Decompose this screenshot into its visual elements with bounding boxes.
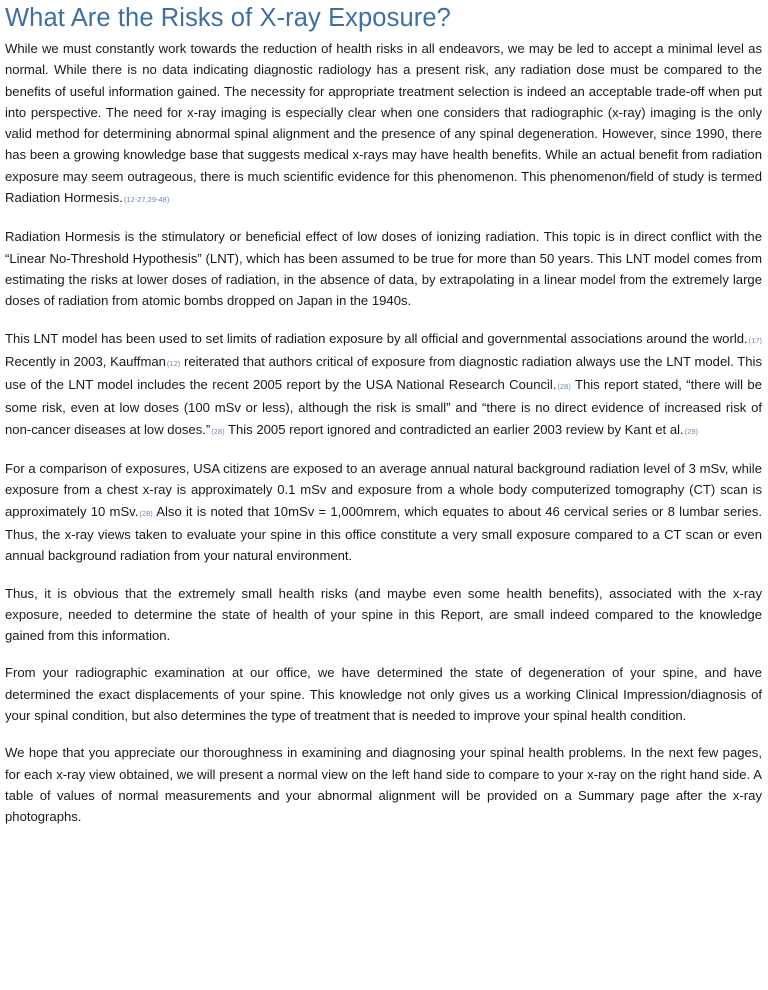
citation-reference[interactable]: (28) [211, 426, 225, 436]
body-paragraph [5, 328, 762, 442]
body-paragraph [5, 742, 762, 827]
citation-reference[interactable]: (28) [557, 382, 571, 392]
citation-reference[interactable]: (28) [139, 508, 153, 518]
citation-reference[interactable]: (12) [166, 358, 181, 368]
paragraph-text: This LNT model has been used to set limits of radiation exposure by all official and governmental associations around the world. [5, 330, 748, 346]
body-paragraph [5, 226, 762, 311]
document-body [5, 38, 762, 828]
paragraph-text: From your radiographic examination at our office, we have determined the state of degeneration of your spine, and have determined the exact displacements of your spine. This knowledge not only gives us a working Clinical Impression/diagnosis of your spinal condition, but also determines the type of treatment that is needed to improve your spinal health condition. [5, 665, 762, 724]
paragraph-text: While we must constantly work towards the reduction of health risks in all endeavors, we may be led to accept a minimal level as normal. While there is no data indicating diagnostic radiology has a present risk, any radiation dose must be compared to the benefits of useful information gained. The necessity for appropriate treatment selection is indeed an acceptable trade-off when put into perspective. The need for x-ray imaging is especially clear when one considers that radiographic (x-ray) imaging is the only valid method for determining abnormal spinal alignment and the presence of any spinal degeneration. However, since 1990, there has been a growing knowledge base that suggests medical x-rays may have health benefits. While an actual benefit from radiation exposure may seem outrageous, there is much scientific evidence for this phenomenon. This phenomenon/field of study is termed Radiation Hormesis. [5, 41, 762, 206]
page-title: What Are the Risks of X-ray Exposure? [5, 4, 451, 32]
body-paragraph [5, 583, 762, 647]
body-paragraph [5, 458, 762, 566]
paragraph-text: We hope that you appreciate our thoroughness in examining and diagnosing your spinal health problems. In the next few pages, for each x-ray view obtained, we will present a normal view on the left hand side to compare to your x-ray on the right hand side. A table of values of normal measurements and your abnormal alignment will be provided on a Summary page after the x-ray photographs. [5, 745, 762, 825]
paragraph-text: Thus, it is obvious that the extremely small health risks (and maybe even some health benefits), associated with the x-ray exposure, needed to determine the state of health of your spine in this Report, are small indeed compared to the knowledge gained from this information. [5, 585, 762, 644]
paragraph-text: This report stated, “there will be some risk, even at low doses (100 mSv or less), although the risk is small” and “there is no direct evidence of increased risk of non-cancer diseases at low doses.” [5, 377, 762, 437]
citation-reference[interactable]: (29) [684, 426, 698, 436]
citation-reference[interactable]: (17) [748, 335, 762, 345]
body-paragraph [5, 662, 762, 726]
paragraph-text: Also it is noted that 10mSv = 1,000mrem, which equates to about 46 cervical series or 8 lumbar series. Thus, the x-ray views taken to evaluate your spine in this office constitute a very small exposure compared to a CT scan or even annual background radiation from your natural environment. [5, 503, 762, 564]
body-paragraph [5, 38, 762, 210]
citation-reference[interactable]: (12-27,29-48) [123, 195, 170, 205]
paragraph-text: Recently in 2003, Kauffman [5, 353, 166, 369]
paragraph-text: For a comparison of exposures, USA citizens are exposed to an average annual natural background radiation level of 3 mSv, while exposure from a chest x-ray is approximately 0.1 mSv and exposure from a whole body computerized tomography (CT) scan is approximately 10 mSv. [5, 461, 762, 519]
paragraph-text: Radiation Hormesis is the stimulatory or beneficial effect of low doses of ionizing radiation. This topic is in direct conflict with the “Linear No-Threshold Hypothesis” (LNT), which has been assumed to be true for more than 50 years. This LNT model comes from estimating the risks at lower doses of radiation, in the absence of data, by extrapolating in a linear model from the extremely large doses of radiation from atomic bombs dropped on Japan in the 1940s. [5, 229, 762, 309]
paragraph-text: reiterated that authors critical of exposure from diagnostic radiation always use the LNT model. This use of the LNT model includes the recent 2005 report by the USA National Research Council. [5, 353, 763, 393]
paragraph-text: This 2005 report ignored and contradicted an earlier 2003 review by Kant et al. [224, 421, 684, 437]
